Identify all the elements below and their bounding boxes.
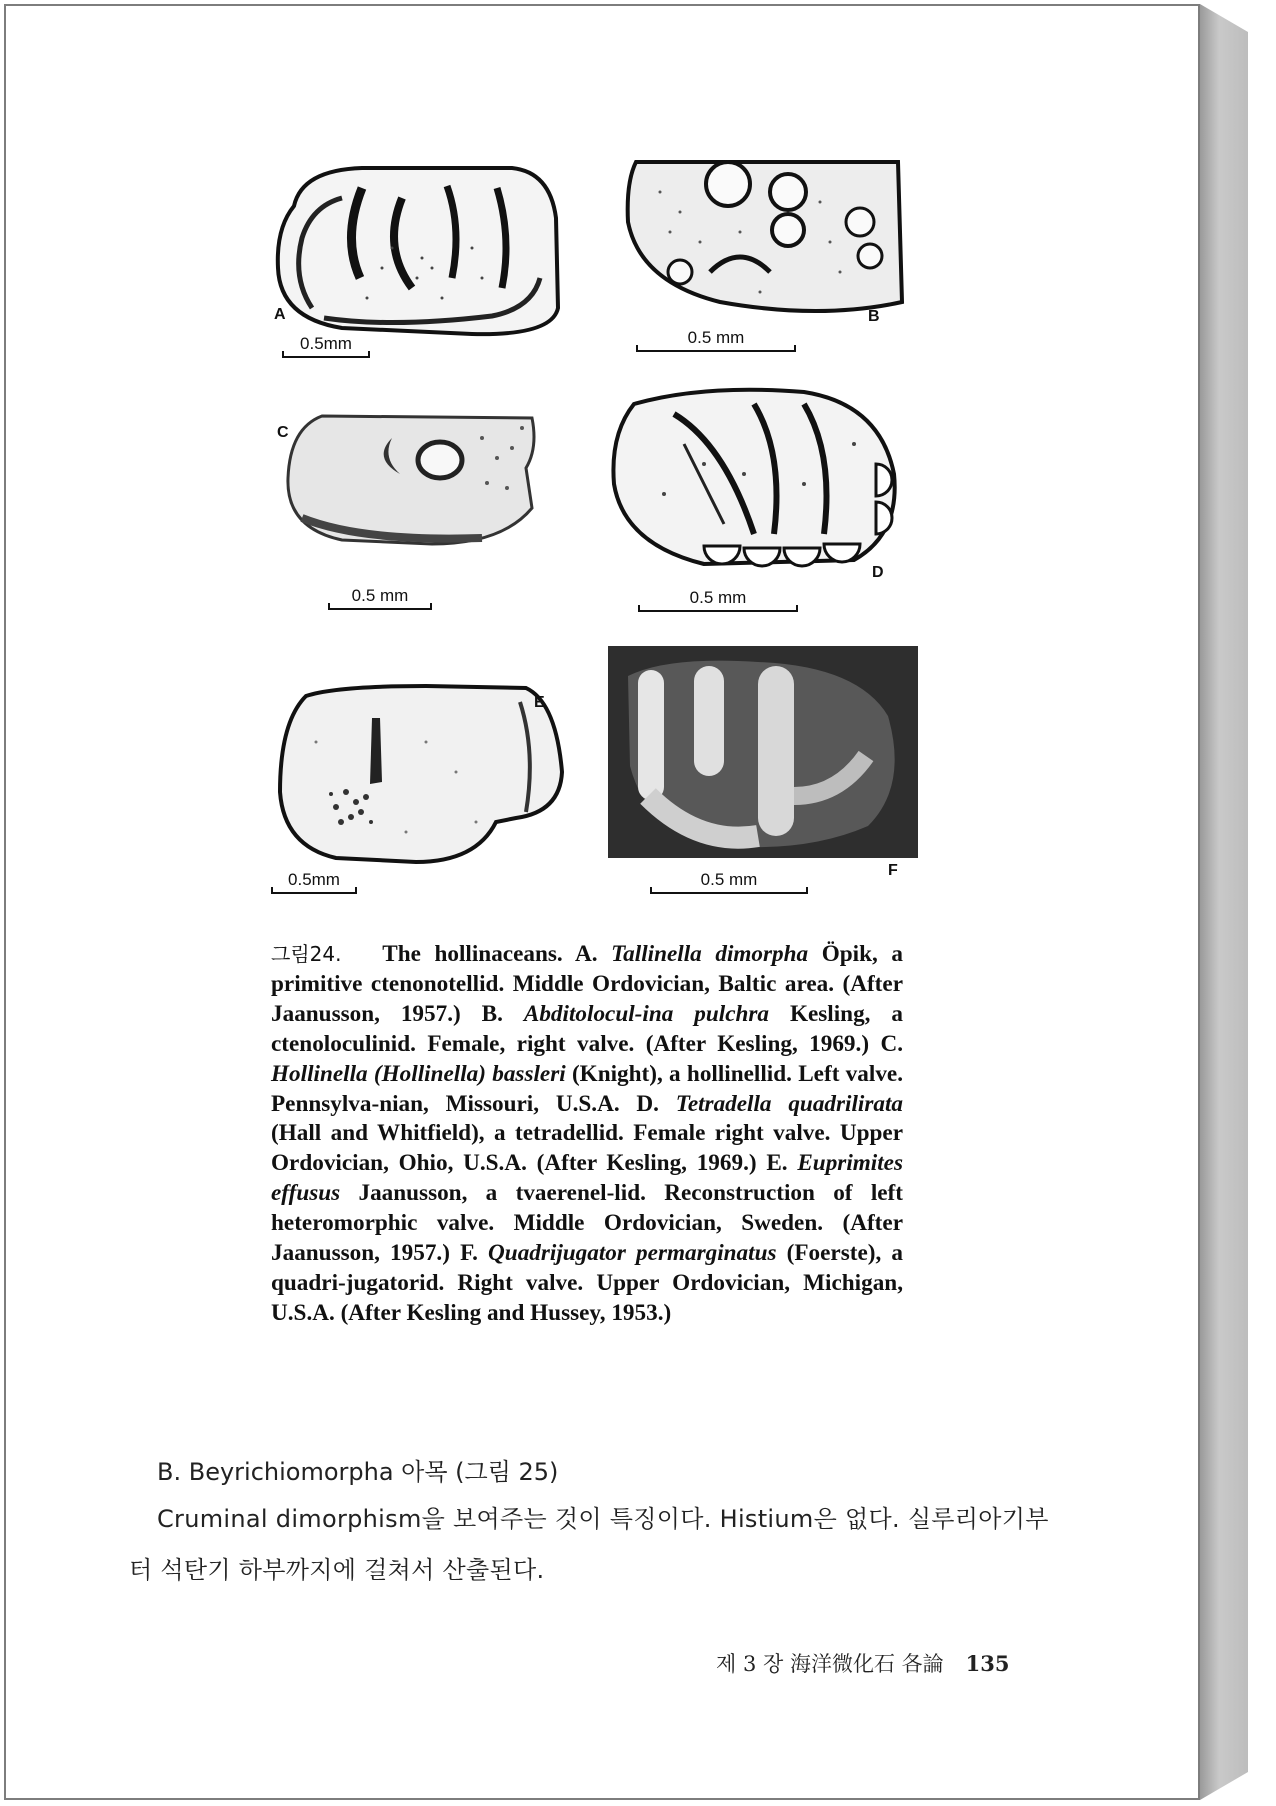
scale-line-e <box>271 887 357 894</box>
scale-text-b: 0.5 mm <box>687 328 745 347</box>
figure-panel-c <box>282 408 542 548</box>
page-number: 135 <box>965 1651 1010 1676</box>
body-paragraph: Cruminal dimorphism을 보여주는 것이 특징이다. Histium은 없다. 실루리아기부터 석탄기 하부까지에 걸쳐서 산출된다. <box>129 1505 1049 1584</box>
caption-text-6: Jaanusson, a tvaerenel-lid. Reconstruction of left heteromorphic valve. Middle Ordovician, Sweden. (After Jaanusson, 1957.) F. <box>271 1180 904 1267</box>
figure-panel-b <box>620 152 910 320</box>
scale-text-a: 0.5mm <box>300 334 352 353</box>
ostracod-drawing-d <box>604 384 904 576</box>
panel-label-a: A <box>274 306 286 323</box>
figure-caption <box>271 940 903 1329</box>
panel-label-d: D <box>872 564 884 581</box>
scale-bar-e <box>271 870 357 894</box>
caption-text-7: (Foerste), a quadri-jugatorid. Right valve. Upper Ordovician, Michigan, U.S.A. (After Kesling and Hussey, 1953.) <box>271 1240 904 1326</box>
species-name-e: Euprimites effusus <box>271 1150 904 1207</box>
scale-bar-b <box>636 328 796 352</box>
scale-line-f <box>650 887 808 894</box>
page-footer <box>716 1648 1009 1678</box>
species-name-f: Quadrijugator permarginatus <box>488 1240 777 1267</box>
scale-text-d: 0.5 mm <box>689 588 747 607</box>
scale-line-d <box>638 605 798 612</box>
section-heading: B. Beyrichiomorpha 아목 (그림 25) <box>157 1458 559 1486</box>
figure-panel-e <box>276 682 566 866</box>
ostracod-drawing-b <box>620 152 910 320</box>
ostracod-drawing-e <box>276 682 566 866</box>
scale-line-a <box>282 351 370 358</box>
ostracod-drawing-c <box>282 408 542 548</box>
caption-text-2: Öpik, a primitive ctenonotellid. Middle Ordovician, Baltic area. (After Jaanusson, 1957.) B. <box>271 941 903 1027</box>
scale-line-c <box>328 603 432 610</box>
species-name-c: Hollinella (Hollinella) bassleri <box>271 1060 566 1087</box>
species-name-a: Tallinella dimorpha <box>611 941 809 967</box>
page-edge-shadow <box>1200 4 1248 1800</box>
panel-label-e: E <box>534 694 545 711</box>
panel-label-b: B <box>868 308 880 325</box>
panel-label-f: F <box>888 862 898 879</box>
running-footer-chapter: 제 3 장 海洋微化石 各論 <box>716 1652 944 1676</box>
scale-bar-d <box>638 588 798 612</box>
scale-text-f: 0.5 mm <box>700 870 758 889</box>
ostracod-drawing-a <box>272 158 572 358</box>
caption-text-1: The hollinaceans. A. <box>382 941 598 967</box>
figure-panel-d <box>604 384 904 576</box>
caption-text-4: (Knight), a hollinellid. Left valve. Pennsylva-nian, Missouri, U.S.A. D. <box>271 1060 903 1117</box>
scale-line-b <box>636 345 796 352</box>
scale-text-e: 0.5mm <box>288 870 340 889</box>
scale-text-c: 0.5 mm <box>351 586 409 605</box>
figure-number: 그림24. <box>271 942 342 966</box>
scale-bar-c <box>328 586 432 610</box>
ostracod-photo-f <box>608 646 918 858</box>
caption-text-3: Kesling, a ctenoloculinid. Female, right valve. (After Kesling, 1969.) C. <box>271 1000 903 1057</box>
scale-bar-a <box>282 334 370 358</box>
caption-text-5: (Hall and Whitfield), a tetradellid. Female right valve. Upper Ordovician, Ohio, U.S.A. (After Kesling, 1969.) E. <box>271 1120 903 1177</box>
figure-panel-f-photo <box>608 646 918 858</box>
panel-label-c: C <box>277 424 289 441</box>
figure-panel-a <box>272 158 572 358</box>
species-name-b: Abditolocul-ina pulchra <box>523 1000 769 1027</box>
scale-bar-f <box>650 870 808 894</box>
species-name-d: Tetradella quadrilirata <box>675 1090 904 1117</box>
